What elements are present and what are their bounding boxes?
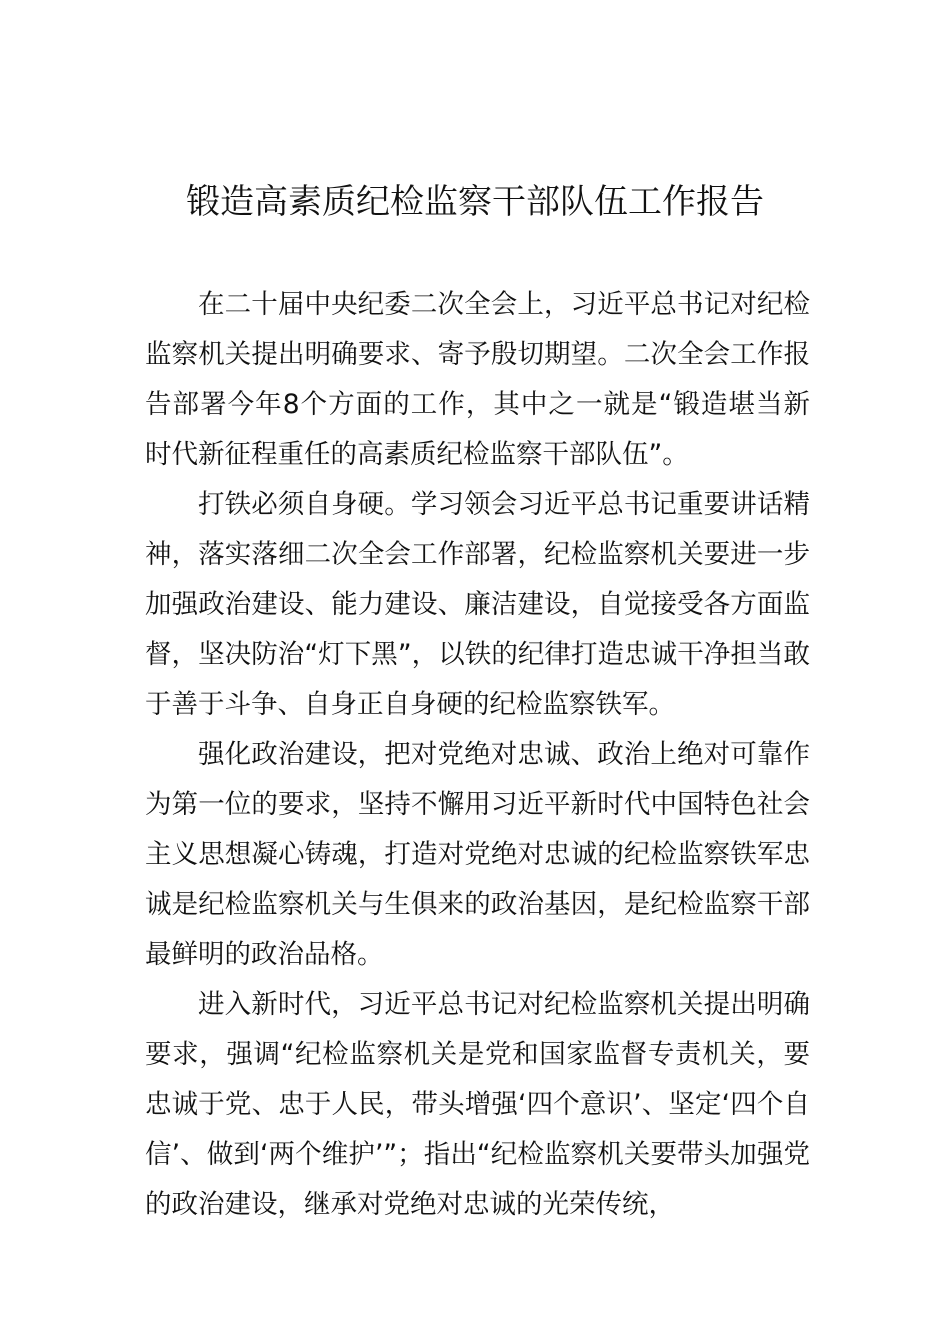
paragraph-4: 进入新时代，习近平总书记对纪检监察机关提出明确要求，强调“纪检监察机关是党和国家监督专责机关，要忠诚于党、忠于人民，带头增强‘四个意识’、坚定‘四个自信’、做到‘两个维护’”；指出“纪检监察机关要带头加强党的政治建设，继承对党绝对忠诚的光荣传统， (145, 989, 810, 1220)
document-title: 锻造高素质纪检监察干部队伍工作报告 (186, 182, 764, 222)
paragraph-1: 在二十届中央纪委二次全会上，习近平总书记对纪检监察机关提出明确要求、寄予殷切期望。二次全会工作报告部署今年8个方面的工作，其中之一就是“锻造堪当新时代新征程重任的高素质纪检监察干部队伍”。 (145, 289, 810, 470)
paragraph-2: 打铁必须自身硬。学习领会习近平总书记重要讲话精神，落实落细二次全会工作部署，纪检监察机关要进一步加强政治建设、能力建设、廉洁建设，自觉接受各方面监督，坚决防治“灯下黑”，以铁的纪律打造忠诚干净担当敢于善于斗争、自身正自身硬的纪检监察铁军。 (145, 489, 810, 720)
paragraph-3: 强化政治建设，把对党绝对忠诚、政治上绝对可靠作为第一位的要求，坚持不懈用习近平新时代中国特色社会主义思想凝心铸魂，打造对党绝对忠诚的纪检监察铁军忠诚是纪检监察机关与生俱来的政治基因，是纪检监察干部最鲜明的政治品格。 (145, 739, 810, 970)
document-body (145, 280, 810, 1230)
